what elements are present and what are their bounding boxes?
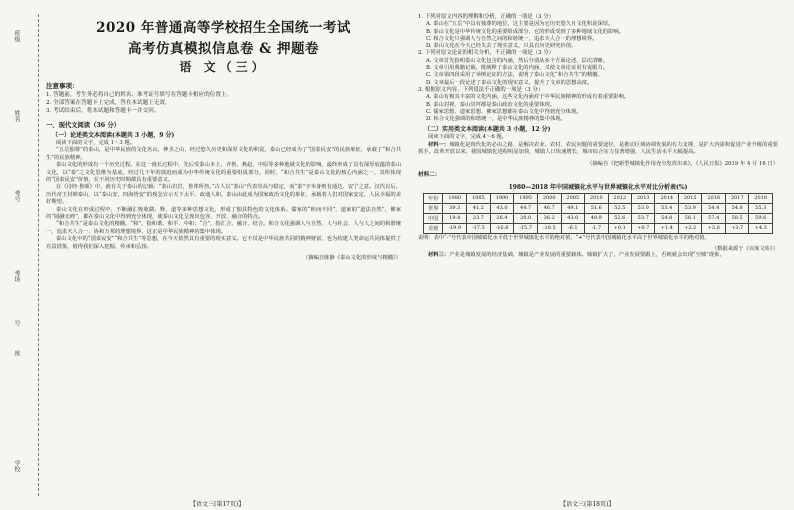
table-cell: 49.9 bbox=[585, 213, 608, 223]
table-cell: 53.0 bbox=[632, 203, 655, 213]
material-label: 材料二： bbox=[418, 171, 441, 178]
table-cell: 43.0 bbox=[490, 203, 514, 213]
table-cell: +4.3 bbox=[749, 223, 773, 233]
table-cell: 49.1 bbox=[561, 203, 584, 213]
right-column bbox=[418, 14, 778, 494]
table-cell: 53.9 bbox=[678, 203, 701, 213]
table-cell: 1985 bbox=[467, 193, 491, 203]
table-cell: -10.5 bbox=[537, 223, 561, 233]
table-cell: 43.0 bbox=[561, 213, 584, 223]
page-footer-left: 【语文三(第17页)】 bbox=[190, 501, 245, 508]
table-cell: 2010 bbox=[585, 193, 608, 203]
table-cell: 2000 bbox=[537, 193, 561, 203]
table-cell: +0.7 bbox=[632, 223, 655, 233]
table-row bbox=[424, 213, 773, 223]
table-cell: +3.0 bbox=[702, 223, 725, 233]
question-3: 3. 根据原文内容，下列说法不正确的一项是（3 分） bbox=[418, 86, 544, 93]
option: B. 文章引用典籍记载，既阐释了泰山文化的内涵，又使文章论证更有说服力。 bbox=[426, 65, 609, 72]
margin-label-class: 班级 bbox=[13, 30, 20, 42]
table-cell: 1980 bbox=[443, 193, 467, 203]
option: B. 泰山封禅，泰山崇拜都是泰山政治文化的重要体现。 bbox=[426, 101, 556, 108]
table-cell: 54.4 bbox=[702, 203, 725, 213]
article-paragraph: 在《诗经·鲁颂》中，就有关于泰山的记载：“泰山岩岩，鲁邦所詹。”古人以“泰山”代表崇高与稳定，而“泰”字本身则有通达、安宁之意。汉代以后，历代帝王封禅泰山，以“泰山安，四海皆安”的观念宣示天下太平、政通人和。泰山由此成为国家政治文化的象征，承载着人们对国家安定、人民幸福的美好期望。 bbox=[46, 184, 402, 206]
table-cell: 29.0 bbox=[514, 213, 538, 223]
table-cell: 2005 bbox=[561, 193, 584, 203]
material-source: （摘编自《把新型城镇化作用充分发挥出来》，《人民日报》2019 年 4 月 16 日） bbox=[587, 160, 778, 167]
table-cell: +2.2 bbox=[678, 223, 701, 233]
table-cell: 19.4 bbox=[443, 213, 467, 223]
margin-label-hao: 号 bbox=[13, 320, 20, 326]
table-cell: 中国 bbox=[424, 213, 443, 223]
notice-item: 1. 答题前，考生务必将自己的姓名、准考证号填写在答题卡相应的位置上。 bbox=[46, 92, 233, 98]
table-cell: 46.7 bbox=[537, 203, 561, 213]
table-cell: 1990 bbox=[490, 193, 514, 203]
table-cell: 2015 bbox=[678, 193, 701, 203]
article-paragraph: “和合共生”是泰山文化的精髓。“和”，指和谐、和平、中和；“合”，指汇合、融合、结合。和合文化强调人与自然、人与社会、人与人之间的和谐统一，追求天人合一、协和万邦的理想境界，这正是中华民族精神的集中体现。 bbox=[46, 221, 401, 235]
table-cell: 2016 bbox=[702, 193, 725, 203]
margin-label-number: 考号 bbox=[13, 190, 20, 202]
table-cell: +0.1 bbox=[608, 223, 631, 233]
table-cell: 56.1 bbox=[678, 213, 701, 223]
table-cell: 1995 bbox=[514, 193, 538, 203]
table-cell: 2017 bbox=[725, 193, 748, 203]
table-cell: 36.2 bbox=[537, 213, 561, 223]
table-cell: -6.1 bbox=[561, 223, 584, 233]
urbanization-table bbox=[423, 193, 773, 234]
option: C. 和合文化只强调人与自然之间的和谐统一，追求天人合一的理想境界。 bbox=[426, 35, 598, 42]
table-cell: +1.4 bbox=[655, 223, 678, 233]
table-cell: 58.5 bbox=[725, 213, 748, 223]
table-row bbox=[424, 193, 773, 203]
material-text: 城镇化是现代化的必由之路，是解决农业、农村、农民问题的重要途径，是推动区域协调发展的有力支撑，是扩大内需和促进产业升级的重要抓手。改革开放以来，我国城镇化进程明显加快，城镇人口快速增长，城市综合实力显著增强，人民生活水平大幅提高。 bbox=[418, 141, 778, 156]
left-column bbox=[46, 14, 401, 494]
binding-line bbox=[38, 14, 39, 496]
table-cell: 54.8 bbox=[655, 213, 678, 223]
margin-label-room: 考场 bbox=[13, 270, 20, 282]
option: B. 泰山文化是中华传统文化的重要组成部分，它的形成受到了多种地域文化的影响。 bbox=[426, 28, 624, 35]
option: A. 泰山在“五岳”中具有独尊的地位，这主要是因为它历史悠久且文化积淀深厚。 bbox=[426, 21, 614, 28]
article-paragraph: 泰山文化的形成有一个历史过程。在这一漫长过程中，先后受泰山本土、齐鲁、燕赵、中原等多种地域文化的影响，最终形成了具有深厚底蕴的泰山文化，以“泰”之文化思维为基底，经过几千年的演进而成为中华传统文化的重要组成部分。同时，“和合共生”是泰山文化的核心内涵之一，其所体现的“国泰民安”价值，在不同历史时期都具有重要意义。 bbox=[46, 162, 401, 184]
subject-title: 语 文（三） bbox=[179, 60, 268, 74]
option: C. 儒家思想、道家思想、佛家思想都在泰山文化中得到充分体现。 bbox=[426, 108, 582, 115]
table-cell: -17.5 bbox=[467, 223, 491, 233]
table-cell: -15.7 bbox=[514, 223, 538, 233]
table-cell: -16.6 bbox=[490, 223, 514, 233]
material-label: 材料一： bbox=[428, 141, 450, 148]
notice-heading: 注意事项： bbox=[46, 82, 79, 90]
option: A. 泰山有极其丰富的文化内涵，这些文化内涵对于中华民族精神的形成有着重要影响。 bbox=[426, 94, 630, 101]
table-cell: 52.6 bbox=[608, 213, 631, 223]
material-1 bbox=[418, 142, 778, 157]
notice-item: 2. 全部答案在答题卡上完成，答在本试题上无效。 bbox=[46, 100, 171, 106]
table-cell: 53.7 bbox=[632, 213, 655, 223]
table-cell: 51.6 bbox=[585, 203, 608, 213]
option: A. 文章首先指明泰山文化包含的内涵，然后分别从多个方面论述，层次清晰。 bbox=[426, 57, 608, 64]
page-footer-right: 【语文三(第18页)】 bbox=[560, 501, 615, 508]
table-cell: 54.8 bbox=[725, 203, 748, 213]
subsection-heading: （二）实用类文本阅读(本题共 3 小题，12 分) bbox=[424, 126, 551, 134]
table-note: 说明：表中“-”号代表中国城镇化水平低于世界城镇化水平的绝对值，“+”号代表中国城镇化水平高于世界城镇化水平的绝对值。 bbox=[418, 234, 710, 241]
table-cell: 41.2 bbox=[467, 203, 491, 213]
margin-label-school: 学校 bbox=[13, 460, 20, 472]
table-cell: 2018 bbox=[749, 193, 773, 203]
table-cell: 世界 bbox=[424, 203, 443, 213]
article-paragraph: “五岳独尊”的泰山，是中华民族的文化名山，神圣之山，经过悠久历史和深厚文化的积淀，泰山已经成为了“国泰民安”的民族象征，承载了“和合共生”的民族精神。 bbox=[46, 147, 401, 161]
table-cell: 差值 bbox=[424, 223, 443, 233]
material-3 bbox=[418, 252, 778, 259]
margin-label-seat: 座 bbox=[13, 350, 20, 356]
option: C. 文章第四段采用了举例论证的方法，说明了泰山文化“和合共生”的精髓。 bbox=[426, 72, 603, 79]
table-cell: 2014 bbox=[655, 193, 678, 203]
table-cell: 57.4 bbox=[702, 213, 725, 223]
table-cell: 26.4 bbox=[490, 213, 514, 223]
article-source: （摘编自陈静《泰山文化的形成与精髓》） bbox=[303, 255, 401, 262]
table-cell: 年份 bbox=[424, 193, 443, 203]
table-cell: +3.7 bbox=[725, 223, 748, 233]
section-heading: 一、现代文阅读（36 分） bbox=[46, 122, 120, 129]
table-cell: 53.4 bbox=[655, 203, 678, 213]
exam-subtitle: 高考仿真模拟信息卷 & 押题卷 bbox=[127, 41, 320, 57]
exam-title: 2020 年普通高等学校招生全国统一考试 bbox=[96, 20, 351, 36]
table-row bbox=[424, 223, 773, 233]
margin-label-name: 姓名 bbox=[13, 110, 20, 122]
article-paragraph: 泰山文化中的“国泰民安”“和合共生”等思想，在今天依然具有重要的现实意义。它不仅是中华民族共同的精神财富，也为构建人类命运共同体提供了有益借鉴，值得我们深入挖掘、传承和弘扬。 bbox=[46, 236, 401, 250]
table-title: 1980—2018 年中国城镇化水平与世界城镇化水平对比分析表(%) bbox=[508, 183, 688, 191]
question-1: 1. 下列对原文内容的理解和分析，正确的一项是（3 分） bbox=[418, 14, 554, 20]
reading-intro: 阅读下面的文字，完成 4～6 题。 bbox=[428, 134, 507, 141]
table-cell: 39.3 bbox=[443, 203, 467, 213]
option: D. 文章最后一段论述了泰山文化的现实意义，提升了文章的思想高度。 bbox=[426, 79, 593, 86]
material-label: 材料三： bbox=[428, 251, 450, 258]
table-cell: 44.7 bbox=[514, 203, 538, 213]
article-paragraph: 泰山文化在形成过程中，不断融汇吸收儒、释、道等多种思想文化，形成了独具特色的文化体系。儒家的“和而不同”，道家的“道法自然”，佛家的“圆融无碍”，都在泰山文化中得到充分体现，使泰山文化呈现出包容、开放、融合的特点。 bbox=[46, 206, 401, 221]
option: D. 泰山文化在今天已经失去了现实意义，只具有历史研究价值。 bbox=[426, 43, 577, 50]
table-cell: -19.9 bbox=[443, 223, 467, 233]
binding-margin bbox=[4, 20, 32, 500]
option: D. 和合文化强调的和谐统一，是中华民族精神的集中体现。 bbox=[426, 116, 566, 123]
subsection-heading: （一）论述类文本阅读(本题共 3 小题，9 分) bbox=[52, 132, 175, 139]
material-text: 产业是城镇发展的经济基础，城镇是产业发展的重要载体。城镇扩大了，产业发展要跟上，否则就会出现“空城”现象。 bbox=[449, 251, 725, 258]
table-cell: 59.6 bbox=[749, 213, 773, 223]
notice-item: 3. 考试结束后，将本试题和答题卡一并交回。 bbox=[46, 108, 160, 114]
table-cell: 55.3 bbox=[749, 203, 773, 213]
table-cell: 2013 bbox=[632, 193, 655, 203]
question-2: 2. 下列对原文论证的相关分析，不正确的一项是（3 分） bbox=[418, 50, 554, 57]
table-cell: 2012 bbox=[608, 193, 631, 203]
table-row bbox=[424, 203, 773, 213]
reading-intro: 阅读下面的文字，完成 1～3 题。 bbox=[56, 140, 135, 146]
table-cell: 23.7 bbox=[467, 213, 491, 223]
table-source: （数据来源于《百度文库》） bbox=[711, 245, 778, 252]
table-cell: 52.5 bbox=[608, 203, 631, 213]
table-cell: -1.7 bbox=[585, 223, 608, 233]
